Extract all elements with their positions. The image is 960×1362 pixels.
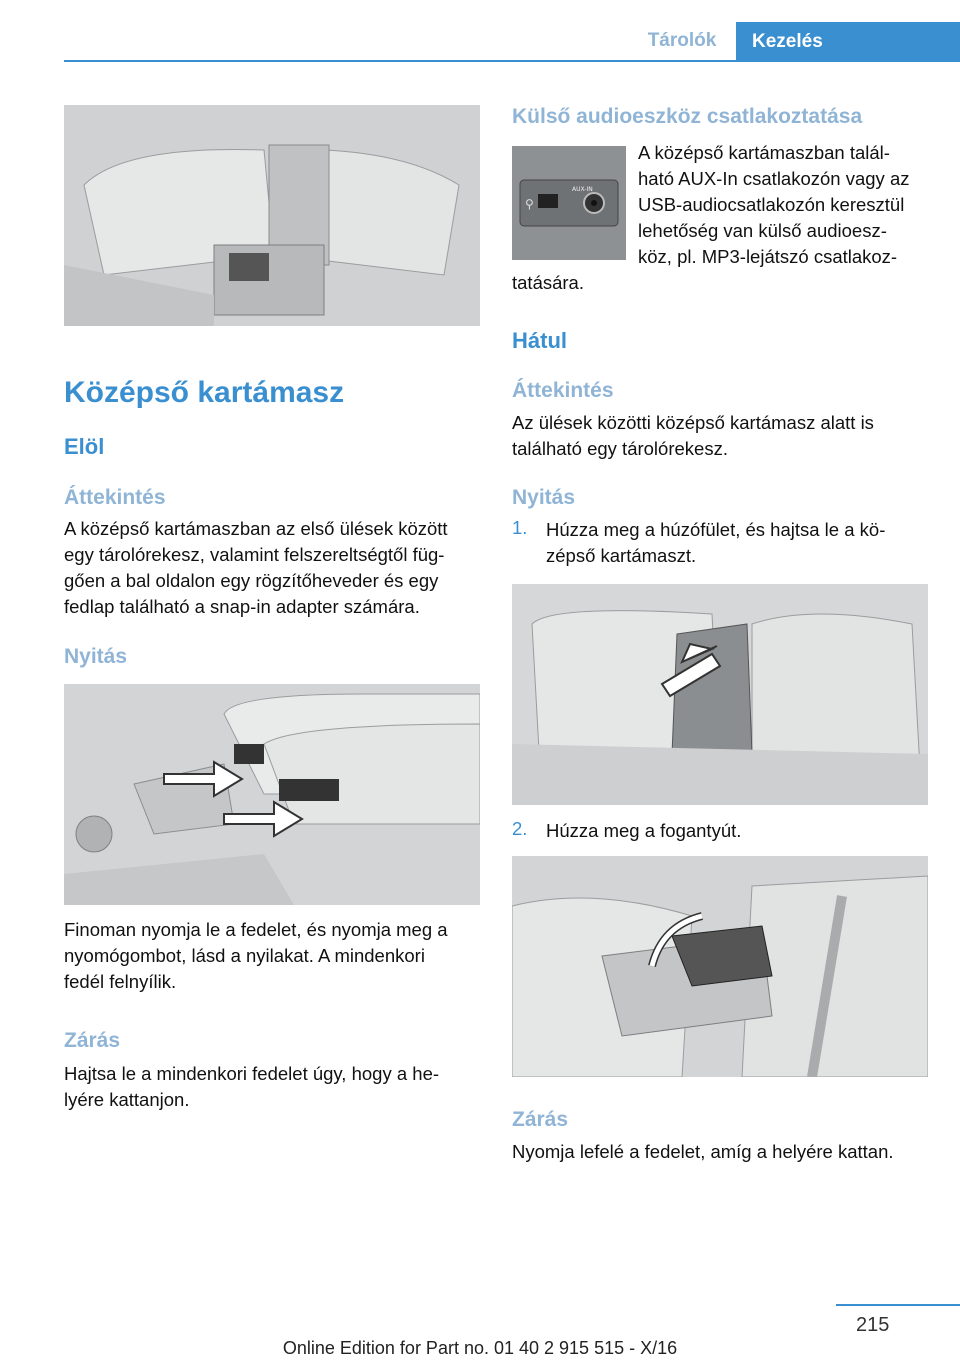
header-rule	[64, 60, 960, 62]
front-armrest-image	[64, 105, 480, 326]
aux-text: A középső kartámaszban talál- ható AUX-In csatlakozón vagy az USB-audiocsatlakozón keresztül lehetőség van külső audioesz- köz, pl. MP3-lejátszó csatlakoz- tatására.	[512, 142, 910, 293]
rear-close-heading: Zárás	[512, 1108, 569, 1131]
rear-seat-image	[512, 584, 928, 805]
step2-text: Húzza meg a fogantyút.	[546, 820, 742, 841]
rear-armrest-image	[512, 856, 928, 1077]
aux-label: AUX-IN	[572, 186, 593, 193]
tab-kezeles[interactable]: Kezelés	[736, 22, 960, 62]
front-close-text: Hajtsa le a mindenkori fedelet úgy, hogy a he- lyére kattanjon.	[64, 1063, 440, 1110]
tab-tarolok[interactable]: Tárolók	[647, 30, 717, 51]
rear-open-heading: Nyitás	[512, 486, 576, 509]
front-open-image	[64, 684, 480, 905]
svg-text:⚲: ⚲	[525, 197, 534, 211]
step1-number: 1.	[512, 517, 528, 538]
step1-text: Húzza meg a húzófület, és hajtsa le a kö- zépső kartámaszt.	[546, 519, 886, 566]
rear-close-text: Nyomja lefelé a fedelet, amíg a helyére kattan.	[512, 1141, 894, 1162]
front-open-heading: Nyitás	[64, 645, 128, 668]
rear-heading: Hátul	[512, 328, 567, 353]
section-title: Középső kartámasz	[64, 376, 345, 409]
front-overview-text: A középső kartámaszban az első ülések között egy tárolórekesz, valamint felszereltségtől füg- gően a bal oldalon egy rögzítőheveder és egy fedlap található a snap-in adapter számára.	[64, 518, 448, 617]
footer-rule	[836, 1304, 960, 1306]
step2-number: 2.	[512, 818, 528, 839]
aux-heading: Külső audioeszköz csatlakoztatása	[512, 105, 863, 128]
rear-overview-text: Az ülések közötti középső kartámasz alatt is található egy tárolórekesz.	[512, 412, 874, 459]
edition-footer: Online Edition for Part no. 01 40 2 915 515 - X/16	[282, 1338, 678, 1358]
front-close-heading: Zárás	[64, 1029, 121, 1052]
front-overview-heading: Áttekintés	[64, 486, 166, 509]
page-number: 215	[856, 1314, 890, 1336]
rear-overview-heading: Áttekintés	[512, 379, 614, 402]
front-open-text: Finoman nyomja le a fedelet, és nyomja meg a nyomógombot, lásd a nyilakat. A mindenkori fedél felnyílik.	[64, 919, 448, 992]
front-heading: Elöl	[64, 434, 105, 459]
